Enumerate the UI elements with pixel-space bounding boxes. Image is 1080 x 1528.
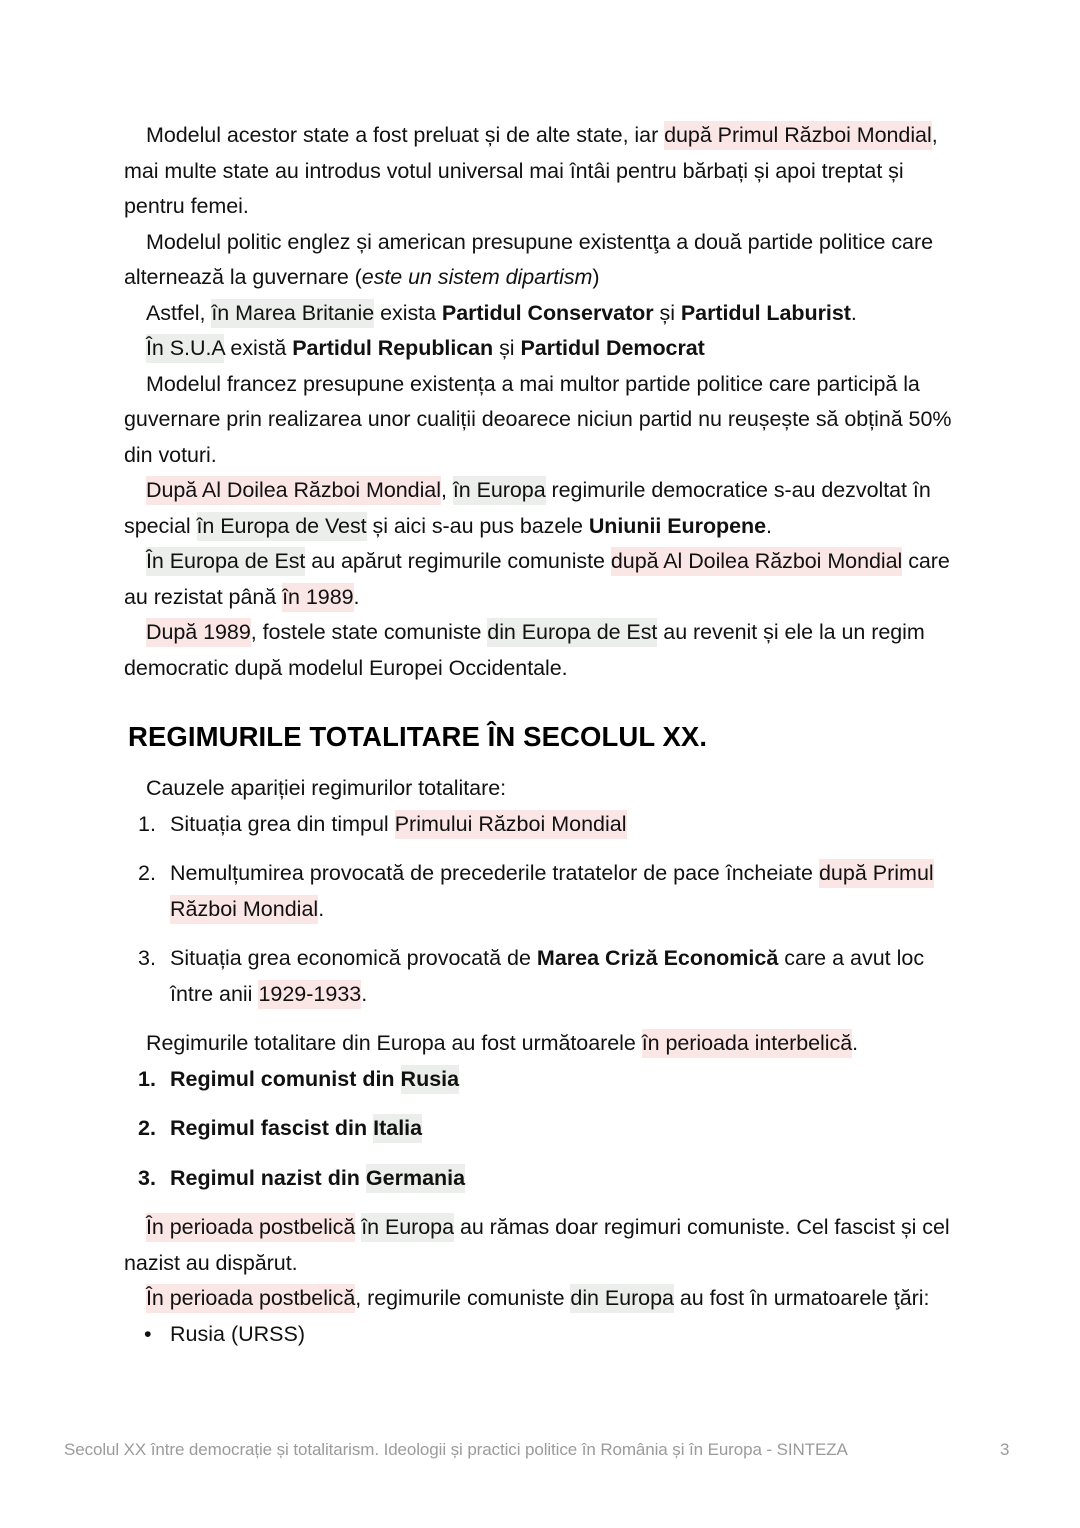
regimes-list [124, 1062, 954, 1197]
highlight-1929-1933: 1929-1933 [258, 980, 361, 1009]
text-run: Regimul comunist din [170, 1066, 401, 1091]
highlight-in-1989: în 1989 [282, 583, 353, 612]
text-run: , fostele state comuniste [250, 620, 488, 644]
text-run: Regimurile totalitare din Europa au fost următoarele [146, 1031, 642, 1055]
text-run: care au rezistat până [124, 549, 950, 609]
list-marker: 1. [138, 811, 156, 836]
text-run: au apărut regimurile comuniste [305, 549, 611, 573]
highlight-dupa-1989: După 1989 [146, 618, 251, 647]
text-run: exista [374, 300, 442, 325]
list-item [124, 1161, 954, 1197]
highlight-din-europa-de-est: din Europa de Est [487, 618, 657, 647]
highlight-perioada-interbelica: în perioada interbelică [642, 1029, 852, 1058]
text-run: și aici s-au pus bazele [366, 513, 589, 538]
text-run: Modelul politic englez și american presupune existentţa a două partide politice care alternează la guvernare ( [124, 229, 933, 289]
list-marker: 3. [138, 1165, 156, 1190]
paragraph-regimuri-interbelic [124, 1026, 954, 1062]
text-run: au rămas doar regimuri comuniste. Cel fascist și cel nazist au dispărut. [124, 1215, 950, 1275]
bullet-icon: • [144, 1321, 152, 1346]
text-run: Regimul nazist din [170, 1165, 366, 1190]
paragraph-model-state [124, 118, 954, 225]
page-title: REGIMURILE TOTALITARE ÎN SECOLUL XX. [128, 721, 708, 752]
paragraph-perioada-postbelica-1 [124, 1210, 954, 1281]
text-run: care a avut loc între anii [170, 946, 925, 1006]
text-run: Regimul fascist din [170, 1116, 374, 1140]
list-marker: 3. [138, 946, 156, 970]
list-marker: 2. [138, 861, 156, 885]
highlight-perioada-postbelica-1: În perioada postbelică [146, 1213, 355, 1242]
text-run: regimurile democratice s-au dezvoltat în special [124, 478, 931, 538]
text-run: . [361, 981, 368, 1006]
list-item [124, 807, 954, 843]
highlight-germania: Germania [366, 1164, 465, 1193]
highlight-dupa-primul-razboi-mondial: după Primul Război Mondial [664, 121, 932, 150]
bold-partidul-republican: Partidul Republican [292, 336, 494, 360]
highlight-din-europa: din Europa [570, 1284, 674, 1313]
highlight-dupa-al-doilea-razboi-mondial: După Al Doilea Război Mondial [146, 476, 441, 505]
text-run: Modelul francez presupune existența a mai multor partide politice care participă la guvernare prin realizarea unor cualiții deoarece niciun partid nu reușește să obțină 50% din voturi. [124, 371, 952, 467]
highlight-dupa-primul-razboi-mondial-2: după Primul Război Mondial [170, 859, 934, 924]
list-marker: 1. [138, 1066, 156, 1091]
text-run: Modelul acestor state a fost preluat și de alte state, iar [146, 123, 665, 147]
paragraph-europa-de-est [124, 544, 954, 615]
paragraph-cauze-intro [124, 771, 954, 807]
page-footer [0, 1440, 1080, 1480]
bold-partidul-laburist: Partidul Laburist [680, 300, 851, 325]
list-item [124, 856, 954, 927]
highlight-italia: Italia [373, 1114, 422, 1143]
document-body [124, 118, 954, 1362]
text-run: , mai multe state au introdus votul universal mai întâi pentru bărbați și apoi treptat și pentru femei. [124, 123, 938, 218]
text-run: . [766, 513, 772, 538]
bold-uniunii-europene: Uniunii Europene [588, 513, 767, 538]
paragraph-perioada-postbelica-2 [124, 1281, 954, 1317]
text-run: Cauzele apariției regimurilor totalitare: [146, 776, 507, 800]
list-marker: 2. [138, 1116, 156, 1140]
text-run: au fost în urmatoarele ţări: [673, 1286, 930, 1310]
text-run: Rusia (URSS) [170, 1321, 305, 1346]
highlight-rusia: Rusia [401, 1065, 460, 1094]
paragraph-model-francez [124, 367, 954, 474]
highlight-europa-de-vest: în Europa de Vest [197, 512, 367, 541]
text-run: , [440, 478, 453, 502]
text-run: au revenit și ele la un regim democratic după modelul Europei Occidentale. [124, 620, 925, 680]
highlight-in-europa-2: în Europa [361, 1213, 454, 1242]
list-item [124, 941, 954, 1012]
text-run: . [850, 300, 857, 325]
footer-page-number: 3 [1000, 1440, 1010, 1459]
bold-marea-criza-economica: Marea Criză Economică [536, 946, 779, 970]
highlight-europa-de-est: În Europa de Est [146, 547, 305, 576]
highlight-in-europa: în Europa [453, 476, 546, 505]
highlight-perioada-postbelica-2: În perioada postbelică [146, 1284, 355, 1313]
text-run: . [852, 1031, 859, 1055]
countries-list [124, 1317, 954, 1353]
paragraph-sua [124, 331, 954, 367]
paragraph-dupa-1989 [124, 615, 954, 686]
list-item [124, 1111, 954, 1147]
text-run: există [224, 336, 293, 360]
highlight-primului-razboi-mondial: Primului Război Mondial [395, 810, 627, 839]
paragraph-marea-britanie [124, 296, 954, 332]
text-run: și [653, 300, 681, 325]
highlight-dupa-al-doilea-razboi-mondial-2: după Al Doilea Război Mondial [611, 547, 902, 576]
highlight-sua: În S.U.A [146, 334, 224, 363]
italic-sistem-dipartism: este un sistem dipartism [361, 265, 593, 289]
highlight-marea-britanie: în Marea Britanie [211, 299, 374, 328]
list-item [124, 1062, 954, 1098]
text-run: Nemulțumirea provocată de precederile tratatelor de pace încheiate [170, 861, 819, 885]
text-run: , regimurile comuniste [355, 1286, 571, 1310]
bold-partidul-conservator: Partidul Conservator [441, 300, 654, 325]
footer-title: Secolul XX între democrație și totalitarism. Ideologii și practici politice în România și în Europa - SINTEZA [64, 1440, 848, 1459]
list-item [124, 1317, 954, 1353]
paragraph-model-englez-american [124, 225, 954, 296]
text-run: Situația grea economică provocată de [170, 946, 537, 970]
text-run: . [318, 896, 325, 921]
text-run: Situația grea din timpul [170, 811, 395, 836]
bold-partidul-democrat: Partidul Democrat [520, 336, 705, 360]
causes-list [124, 807, 954, 1013]
text-run: . [353, 584, 360, 609]
paragraph-dupa-al-doilea-razboi [124, 473, 954, 544]
text-run: Astfel, [146, 300, 212, 325]
text-run: și [493, 336, 521, 360]
text-run: ) [592, 265, 600, 289]
